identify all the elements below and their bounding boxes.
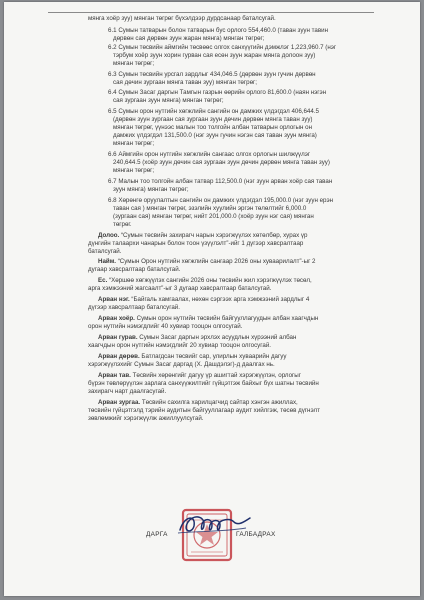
body-line: 6.2 Сумын төсвийн аймгийн төсвөөс олгох санхүүгийн дэмжлэг 1,223,960.7 (нэг <box>108 44 337 51</box>
section-16-line: Арван зургаа. Төсвийн сахилга харилцагчид сайтар хэнгэн ажиллах, <box>98 399 298 406</box>
body-line: арга хэмжээний жагсаалт”-ыг 3 дугаар хавсралтаар баталсугай. <box>88 285 272 292</box>
section-12-line: Арван хоёр. Сумын орон нутгийн төсвийн байгууллагуудын албан хаагчдын <box>98 315 319 322</box>
body-line: 6.4 Сумын Засаг даргын Тамгын газрын өөрийн орлого 81,600.0 (наян нэгэн <box>108 89 327 96</box>
section-lead: Найм. <box>98 258 117 265</box>
section-lead: Ес. <box>98 277 108 284</box>
section-lead: Арван нэг. <box>98 296 130 303</box>
section-15-line: Арван тав. Төсвийн хөрөнгийг дагуу үр ашигтай хэрэгжүүлэн, орлогыг <box>98 372 302 379</box>
body-line: дугаар хавсралтаар баталсугай. <box>88 266 181 273</box>
signer-title: ДАРГА <box>146 531 168 538</box>
section-lead: Арван тав. <box>98 372 131 379</box>
body-line: сая дөчин зургаан мянга таван зуу) мянган төгрөг; <box>113 79 257 86</box>
section-lead: Долоо. <box>98 232 120 239</box>
body-line: сая зургаан зуун мянга) мянган төгрөг; <box>113 97 224 104</box>
body-line: (зургаан сая) мянган төгрөг, нийт 201,000.0 (хоёр зуун нэг сая) мянган <box>113 213 314 220</box>
section-14-line: Арван дөрөв. Батлагдсан төсвийг сар, улирлын хуваарийн дагуу <box>98 353 287 360</box>
section-7-line: Долоо. “Сумын төсвийн захирагч нарын хэрэгжүүлэх хөтөлбөр, хурах үр <box>98 232 308 239</box>
body-line: төсвийн гүйцэтгэлд тэрийн аудитын байгууллагаар аудит хийлгэж, төсөв дүгнэлт <box>88 407 320 414</box>
body-line: тэрбум хоёр зуун хорин гурван сая есөн зуун жаран мянга долоон зуу) <box>113 52 316 59</box>
body-line: мянган төгрөг, үүнээс малын тоо толгойн албан татварын орлогын он <box>113 124 312 131</box>
section-13-line: Арван гурав. Сумын Засаг даргын эрхлэх асуудлын хүрээний албан <box>98 334 297 341</box>
body-line: 6.6 Аймгийн орон нутгийн хөгжлийн сангаас олгох орлогын шилжүүлэг <box>108 151 311 158</box>
body-line: хэрэгжүүлэхийг Сумын Засаг даргад (Х. Дашдэлэг)-д даалгах нь. <box>88 361 275 368</box>
section-lead: Арван зургаа. <box>98 399 141 406</box>
body-line: 6.7 Малын тоо толгойн албан татвар 112,500.0 (нэг зуун арван хоёр сая таван <box>108 178 333 185</box>
section-9-line: Ес. “Хөршөө хөгжүүлэх сангийн 2026 оны төсвийн жил хэрэгжүүлэх төсөл, <box>98 277 312 284</box>
body-line: баталсугай. <box>88 248 122 255</box>
body-line: мянган төгрөг; <box>113 140 155 147</box>
body-line: бүрэн төвлөрүүлэн зарлага санхүүжилтийг гүйцэтгэж байхыг бүх шатны төсвийн <box>88 380 319 387</box>
body-line: мянган төгрөг; <box>113 60 155 67</box>
section-lead: Арван гурав. <box>98 334 138 341</box>
header-rule <box>48 12 374 13</box>
body-line: дүнгийн талаархи чанарын болон тоон үзүүлэлт”-ийг 1 дүгээр хавсралтаар <box>88 240 304 247</box>
body-line: (дөрвөн зуун зургаан сая зургаан зуун дөчин дөрвөн мянга таван зуу) <box>113 116 313 123</box>
body-line: 6.3 Сумын төсвийн урсгал зардлыг 434,046.5 (дөрвөн зуун гучин дөрвөн <box>108 71 316 78</box>
body-line: дүгээр хавсралтаар баталсугай. <box>88 304 180 311</box>
handwritten-signature-icon <box>174 510 254 538</box>
body-line: мянга хоёр зуу) мянган төгрөг бүхэлдээр дурдсанаар баталсугай. <box>88 15 276 22</box>
body-line: 6.5 Сумын орон нутгийн хөгжлийн сангийн он дамжих үлдэгдэл 406,644.5 <box>108 108 319 115</box>
section-8-line: Найм. “Сумын Орон нутгийн хөгжлийн сангаар 2026 оны хуваарилалт”-ыг 2 <box>98 258 316 265</box>
body-line: таван сая ) мянган төгрөг, эзэлийн хуулийн эргэн төлөлтийг 6,000.0 <box>113 205 307 212</box>
body-line: 240,644.5 (хоёр зуун дөчин сая зургаан зуун дөчин дөрвөн мянга таван зуу) <box>113 159 330 166</box>
body-line: дөрвөн сая дөрвөн зуун жаран мянга) мянган төгрөг; <box>113 35 265 42</box>
body-line: дамжих үлдэгдэл 131,500.0 (нэг зуун гучин нэгэн сая таван зуун мянга) <box>113 132 317 139</box>
body-line: зуун мянга) мянган төгрөг; <box>113 186 189 193</box>
body-line: 6.8 Хөрөнгө оруулалтын сангийн он дамжих үлдэгдэл 195,000.0 (нэг зуун ерэн <box>108 197 334 204</box>
signer-name: ГАЛБАДРАХ <box>236 531 276 538</box>
body-line: 6.1 Сумын татварын болон татварын бус орлого 554,460.0 (таван зуун тавин <box>108 27 329 34</box>
body-line: төгрөг. <box>113 221 132 228</box>
section-11-line: Арван нэг. “Байгаль хамгаалах, нөхөн сэргээх арга хэмжээний зардлыг 4 <box>98 296 310 303</box>
body-line: орон нутгийн нэмэгдлийг 40 хувиар тооцон олгосугай. <box>88 323 243 330</box>
section-lead: Арван дөрөв. <box>98 353 140 360</box>
body-line: мянган төгрөг; <box>113 167 155 174</box>
body-line: зөвлөмжийг хэрэгжүүлж ажиллуулсугай. <box>88 415 204 422</box>
body-line: хаагчдын орон нутгийн нэмэгдлийг 20 хувиар тооцон олгосугай. <box>88 342 271 349</box>
section-lead: Арван хоёр. <box>98 315 135 322</box>
body-line: захирагч нарт даалгасугай. <box>88 388 167 395</box>
